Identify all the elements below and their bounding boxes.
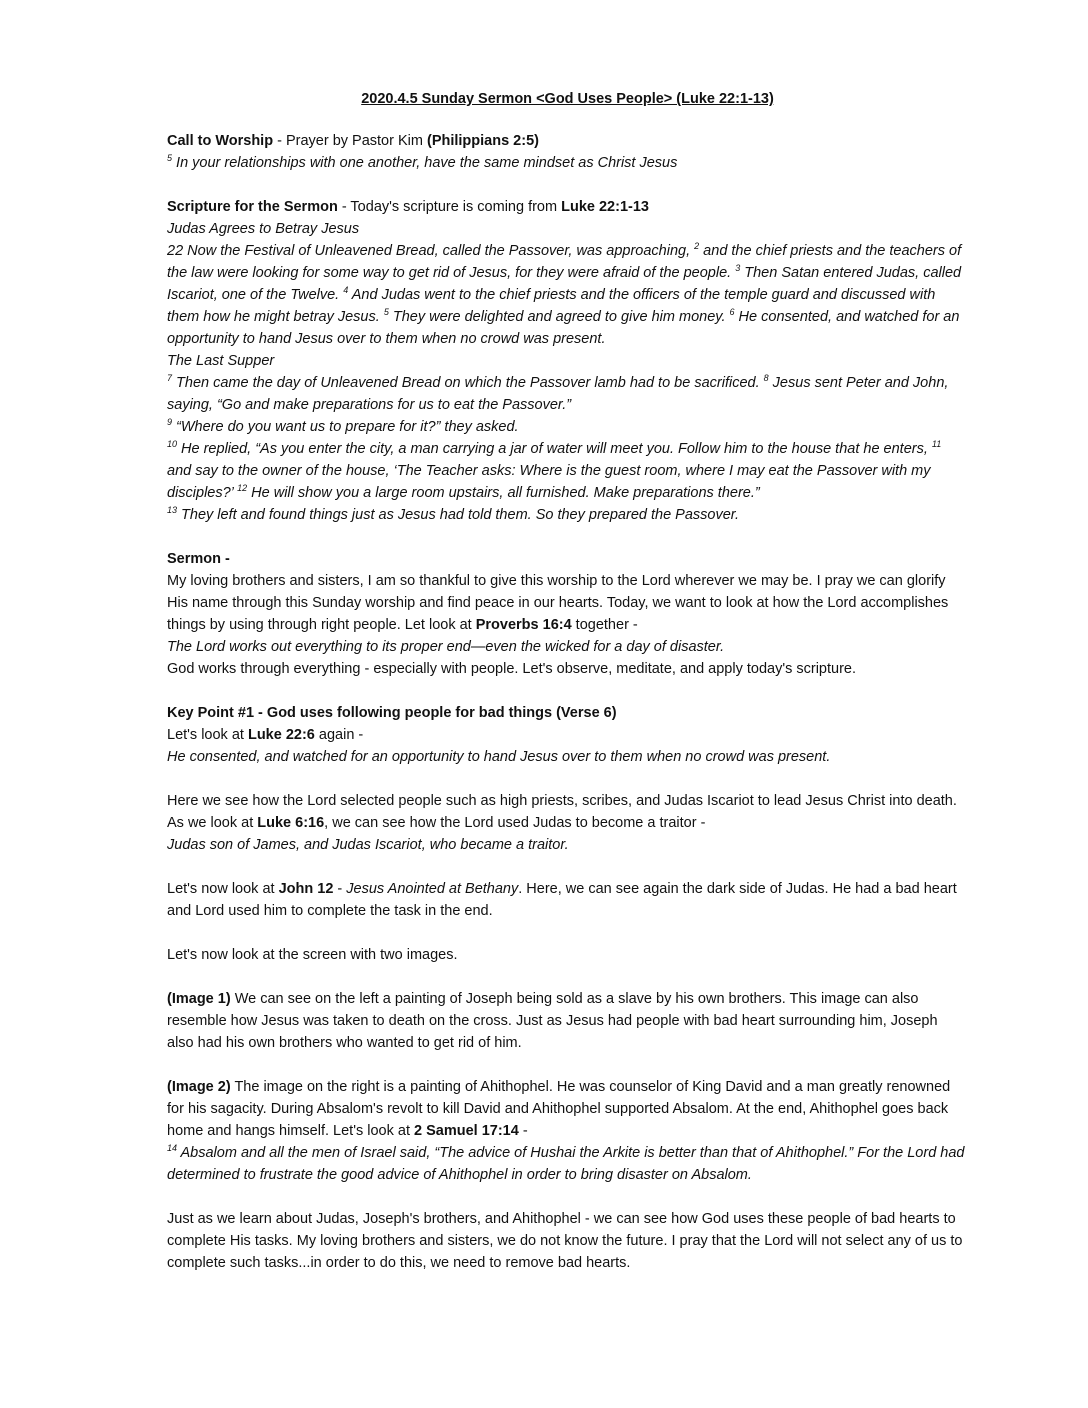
sermon-title: 2020.4.5 Sunday Sermon <God Uses People> (Luke 22:1-13)	[361, 91, 774, 107]
scripture-ref: Luke 22:1-13	[561, 199, 649, 215]
key-point-text: again -	[314, 727, 364, 743]
call-to-worship-text: - Prayer by Pastor Kim	[273, 133, 427, 149]
image-2-paragraph	[167, 1076, 968, 1142]
image-2-verse	[167, 1142, 968, 1186]
verse-text: In your relationships with one another, have the same mindset as Christ Jesus	[172, 155, 678, 171]
key-point-ref: Luke 22:6	[247, 727, 315, 743]
verse-text: and say to the owner of the house, ‘The Teacher asks: Where is the guest room, where I may eat the Passover with my disciples?’	[167, 463, 931, 501]
verse-number: 7	[167, 373, 173, 384]
verse-text: Then Satan entered Judas, called Iscariot, one of the Twelve.	[167, 265, 962, 303]
verse-text: Then came the day of Unleavened Bread on which the Passover lamb had to be sacrificed.	[172, 375, 764, 391]
verse-text: They were delighted and agreed to give him money.	[388, 309, 730, 325]
key-point-paragraph: Let's now look at the screen with two images.	[167, 947, 458, 963]
key-point-heading: Key Point #1 - God uses following people for bad things (Verse 6)	[167, 705, 617, 721]
key-point-text: Let's look at	[167, 727, 248, 743]
key-point-text: Here we see how the Lord selected people such as high priests, scribes, and Judas Iscariot to lead Jesus Christ into death. As we look at	[167, 793, 957, 831]
verse-number: 10	[167, 439, 178, 450]
key-point-text: . Here, we can see again the dark side of Judas. He had a bad heart and Lord used him to complete the task in the end.	[167, 881, 957, 919]
sermon-ref: Proverbs 16:4	[475, 617, 572, 633]
verse-number: 3	[735, 263, 741, 274]
verse-text: Absalom and all the men of Israel said, “The advice of Hushai the Arkite is better than that of Ahithophel.” For the Lord had determined to frustrate the good advice of Ahithophel in order to bring disaster on Absalom.	[167, 1145, 965, 1183]
verse-number: 11	[931, 439, 942, 450]
verse-number: 14	[167, 1143, 178, 1154]
scripture-passage	[167, 504, 968, 526]
verse-text: They left and found things just as Jesus had told them. So they prepared the Passover.	[177, 507, 740, 523]
verse-number: 5	[167, 153, 173, 164]
image-2-label: (Image 2)	[167, 1079, 231, 1095]
scripture-subheading-1: Judas Agrees to Betray Jesus	[167, 221, 360, 237]
key-point-text: -	[333, 881, 347, 897]
call-to-worship-line	[167, 130, 968, 152]
scripture-line	[167, 196, 968, 218]
scripture-passage	[167, 416, 968, 438]
sermon-paragraph	[167, 570, 968, 636]
scripture-passage	[167, 240, 968, 350]
sermon-heading: Sermon -	[167, 551, 230, 567]
image-1-paragraph	[167, 988, 968, 1054]
sermon-paragraph: God works through everything - especially with people. Let's observe, meditate, and apply today's scripture.	[167, 661, 857, 677]
key-point-text: , we can see how the Lord used Judas to become a traitor -	[324, 815, 706, 831]
verse-text: And Judas went to the chief priests and the officers of the temple guard and discussed with them how he might betray Jesus.	[167, 287, 936, 325]
sermon-text: together -	[571, 617, 638, 633]
sermon-text: My loving brothers and sisters, I am so thankful to give this worship to the Lord wherever we may be. I pray we can glorify His name through this Sunday worship and find peace in our hearts. Today, we want to look at how the Lord accomplishes things by using through right people. Let look at	[167, 573, 949, 633]
verse-number: 5	[383, 307, 389, 318]
key-point-paragraph	[167, 790, 968, 834]
verse-number: 4	[343, 285, 349, 296]
image-1-text: We can see on the left a painting of Joseph being sold as a slave by his own brothers. This image can also resemble how Jesus was taken to death on the cross. Just as Jesus had people with bad heart surrounding him, Joseph also had his own brothers who wanted to get rid of him.	[167, 991, 938, 1051]
verse-number: 8	[763, 373, 769, 384]
scripture-subheading-2: The Last Supper	[167, 353, 275, 369]
verse-text: Jesus sent Peter and John, saying, “Go and make preparations for us to eat the Passover.”	[167, 375, 949, 413]
verse-text: He replied, “As you enter the city, a man carrying a jar of water will meet you. Follow him to the house that he enters,	[177, 441, 932, 457]
key-point-line	[167, 724, 968, 746]
verse-text: and the chief priests and the teachers of the law were looking for some way to get rid of Jesus, for they were afraid of the people.	[167, 243, 962, 281]
verse-number: 6	[729, 307, 735, 318]
verse-text: He consented, and watched for an opportunity to hand Jesus over to them when no crowd was present.	[167, 309, 960, 347]
scripture-passage	[167, 438, 968, 504]
key-point-quote: He consented, and watched for an opportunity to hand Jesus over to them when no crowd was present.	[167, 749, 831, 765]
image-1-label: (Image 1)	[167, 991, 231, 1007]
verse-text: He will show you a large room upstairs, all furnished. Make preparations there.”	[247, 485, 760, 501]
verse-text: 22 Now the Festival of Unleavened Bread, called the Passover, was approaching,	[167, 243, 695, 259]
verse-number: 12	[237, 483, 248, 494]
key-point-text: Let's now look at	[167, 881, 279, 897]
scripture-heading: Scripture for the Sermon	[167, 199, 338, 215]
closing-paragraph: Just as we learn about Judas, Joseph's brothers, and Ahithophel - we can see how God uses these people of bad hearts to complete His tasks. My loving brothers and sisters, we do not know the future. I pray that the Lord will not select any of us to complete such tasks...in order to do this, we need to remove bad hearts.	[167, 1211, 963, 1271]
image-2-text: -	[518, 1123, 528, 1139]
image-2-ref: 2 Samuel 17:14	[414, 1123, 519, 1139]
key-point-ref: Luke 6:16	[257, 815, 325, 831]
scripture-text: - Today's scripture is coming from	[337, 199, 562, 215]
verse-number: 2	[694, 241, 700, 252]
call-to-worship-ref: (Philippians 2:5)	[426, 133, 539, 149]
key-point-paragraph	[167, 878, 968, 922]
call-to-worship-verse	[167, 152, 968, 174]
call-to-worship-heading: Call to Worship	[167, 133, 274, 149]
key-point-ref: John 12	[278, 881, 334, 897]
verse-number: 9	[167, 417, 173, 428]
key-point-title: Jesus Anointed at Bethany	[346, 881, 519, 897]
scripture-passage	[167, 372, 968, 416]
key-point-quote: Judas son of James, and Judas Iscariot, who became a traitor.	[167, 837, 569, 853]
verse-text: “Where do you want us to prepare for it?” they asked.	[172, 419, 519, 435]
sermon-quote: The Lord works out everything to its proper end—even the wicked for a day of disaster.	[167, 639, 725, 655]
image-2-text: The image on the right is a painting of Ahithophel. He was counselor of King David and a man greatly renowned for his sagacity. During Absalom's revolt to kill David and Ahithophel supported Absalom. At the end, Ahithophel goes back home and hangs himself. Let's look at	[167, 1079, 951, 1139]
verse-number: 13	[167, 505, 178, 516]
